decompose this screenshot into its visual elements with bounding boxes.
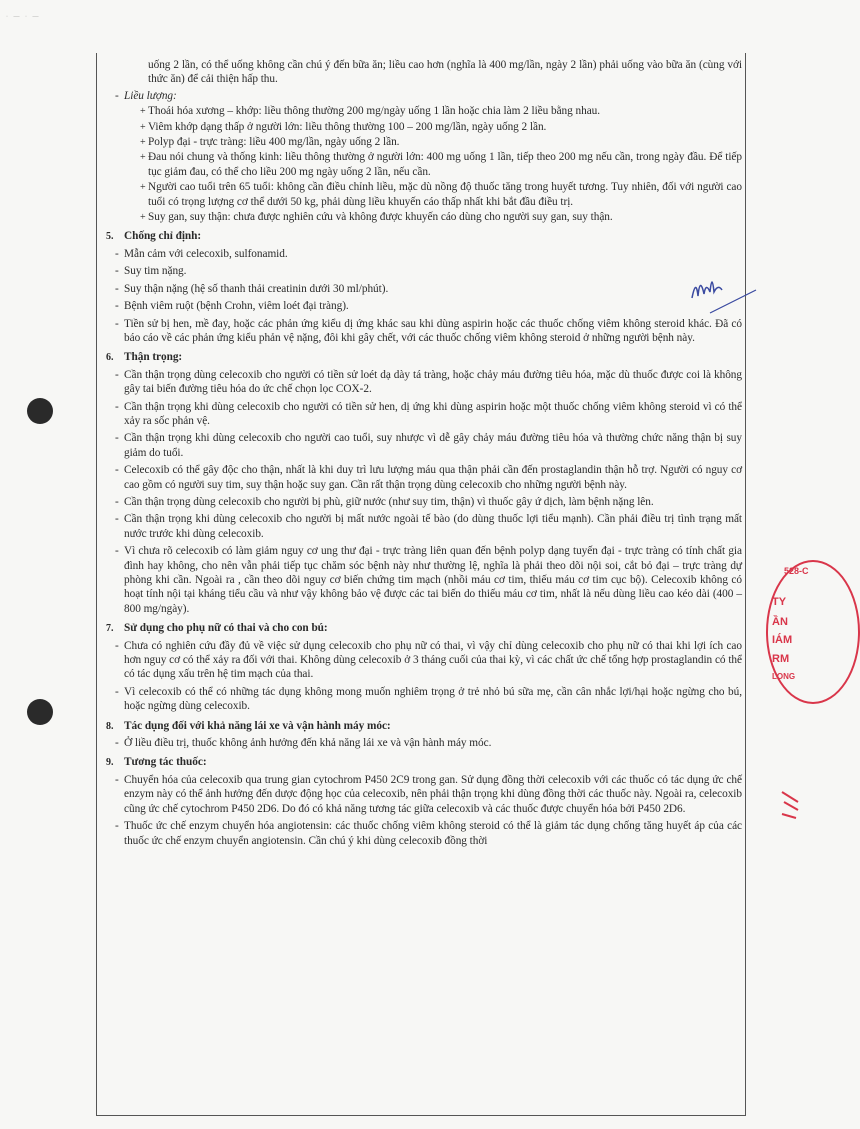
list-item: - Thuốc ức chế enzym chuyển hóa angiotensin: các thuốc chống viêm không steroid có thể là giảm tác dụng chống tăng huyết áp của các thuốc ức chế enzym chuyển angiotensin. Cần chú ý khi dùng celecoxib đồng thời	[106, 819, 742, 848]
dosage-item: + Polyp đại - trực tràng: liều 400 mg/lần, ngày uống 2 lần.	[140, 136, 400, 149]
list-item: - Vì celecoxib có thể có những tác dụng không mong muốn nghiêm trọng ở trẻ nhỏ bú sữa mẹ, cần cân nhắc lợi/hại hoặc ngừng cho bú, hoặc ngừng dùng celecoxib.	[106, 685, 742, 714]
dosage-item: + Thoái hóa xương – khớp: liều thông thường 200 mg/ngày uống 1 lần hoặc chia làm 2 liều bằng nhau.	[140, 105, 601, 118]
dosage-item: + Người cao tuổi trên 65 tuổi: không cần điều chỉnh liều, mặc dù nồng độ thuốc tăng trong huyết tương. Tuy nhiên, đối với người cao tuổi có trọng lượng cơ thể dưới 50 kg, phải dùng liều khuyến cáo thấp nhất khi bắt đầu điều trị.	[140, 181, 742, 208]
intro-paragraph: uống 2 lần, có thể uống không cần chú ý đến bữa ăn; liều cao hơn (nghĩa là 400 mg/lần, ngày 2 lần) phải uống vào bữa ăn (cùng với thức ăn) để cải thiện hấp thu.	[148, 59, 742, 86]
section-heading-interactions: 9. Tương tác thuốc:	[106, 756, 207, 769]
list-item: - Cần thận trọng khi dùng celecoxib cho người bị mất nước ngoài tế bào (do dùng thuốc lợi tiểu mạnh). Cần phải điều trị tình trạng mất nước trước khi dùng celecoxib.	[106, 512, 742, 541]
stamp-text: ẦN	[772, 616, 788, 628]
stamp-text: IÁM	[772, 634, 793, 646]
section-heading-pregnancy: 7. Sử dụng cho phụ nữ có thai và cho con bú:	[106, 622, 328, 635]
dosage-item: + Viêm khớp dạng thấp ở người lớn: liều thông thường 100 – 200 mg/lần, ngày uống 2 lần.	[140, 120, 547, 133]
list-item: - Bệnh viêm ruột (bệnh Crohn, viêm loét đại tràng).	[106, 299, 742, 313]
stamp-ring	[766, 560, 860, 704]
section-heading-precautions: 6. Thận trọng:	[106, 351, 183, 364]
list-item: - Cần thận trọng khi dùng celecoxib cho người cao tuổi, suy nhược vì dễ gây chảy máu đường tiêu hóa và thường chức năng thận bị suy giảm do tuổi.	[106, 431, 742, 460]
list-item: - Mẫn cảm với celecoxib, sulfonamid.	[106, 247, 742, 261]
binder-hole-top	[27, 398, 53, 424]
list-item: - Ở liều điều trị, thuốc không ảnh hưởng đến khả năng lái xe và vận hành máy móc.	[106, 736, 742, 750]
list-item: - Chuyển hóa của celecoxib qua trung gian cytochrom P450 2C9 trong gan. Sử dụng đồng thời celecoxib với các thuốc có tác dụng ức chế enzym này có thể ảnh hưởng đến dược động học của celecoxib, nên phải thận trọng khi dùng đồng thời các thuốc này. Ngoài ra, celecoxib cũng ức chế cytochrom P450 2D6. Do đó có khả năng tương tác giữa celecoxib và các thuốc được chuyển hóa bởi P450 2D6.	[106, 773, 742, 816]
list-item: - Suy tim nặng.	[106, 264, 742, 278]
document-body	[106, 58, 742, 848]
page-corner-mark: · — · —	[6, 14, 41, 20]
list-item: - Suy thận nặng (hệ số thanh thải creatinin dưới 30 ml/phút).	[106, 282, 742, 296]
list-item: - Cần thận trọng dùng celecoxib cho người bị phù, giữ nước (như suy tim, thận) vì thuốc gây ứ dịch, làm bệnh nặng lên.	[106, 495, 742, 509]
stamp-text: LONG	[772, 672, 796, 681]
stamp-text: TY	[772, 596, 787, 608]
dosage-item: + Đau nói chung và thống kinh: liều thông thường ở người lớn: 400 mg uống 1 lần, tiếp theo 200 mg nếu cần, trong ngày đầu. Để tiếp tục giảm đau, có thể cho liều 200 mg ngày uống 2 lần, nếu cần.	[140, 151, 742, 178]
section-heading-contraindications: 5. Chống chỉ định:	[106, 230, 202, 243]
company-stamp	[758, 560, 828, 700]
list-item: - Celecoxib có thể gây độc cho thận, nhất là khi duy trì lưu lượng máu qua thận phải cần đến prostaglandin thận hỗ trợ. Người có nguy cơ cao gồm có người suy tim, suy thận hoặc suy gan. Cần rất thận trọng dùng celecoxib cho những người bệnh này.	[106, 463, 742, 492]
stamp-text: RM	[772, 653, 790, 665]
dosage-label: - Liều lượng:	[106, 89, 742, 103]
list-item: - Chưa có nghiên cứu đầy đủ về việc sử dụng celecoxib cho phụ nữ có thai, vì vậy chỉ dùng celecoxib cho phụ nữ có thai khi lợi ích cao hơn nguy cơ có thể xảy ra đối với thai. Không dùng celecoxib ở 3 tháng cuối của thai kỳ, vì các chất ức chế tổng hợp prostaglandin có thể có tác dụng xấu trên hệ tim mạch của thai.	[106, 639, 742, 682]
dosage-item: + Suy gan, suy thận: chưa được nghiên cứu và không được khuyến cáo dùng cho người suy gan, suy thận.	[140, 211, 613, 224]
section-heading-driving: 8. Tác dụng đối với khả năng lái xe và vận hành máy móc:	[106, 719, 391, 732]
list-item: - Tiền sử bị hen, mề đay, hoặc các phản ứng kiểu dị ứng khác sau khi dùng aspirin hoặc các thuốc chống viêm không steroid khác. Đã có báo cáo về các phản ứng kiểu phản vệ nặng, đôi khi gây chết, với các thuốc chống viêm không steroid ở những người bệnh này.	[106, 317, 742, 346]
red-stamp-fragment	[780, 790, 800, 825]
stamp-number: 528-C	[784, 566, 809, 576]
list-item: - Cần thận trọng khi dùng celecoxib cho người có tiền sử hen, dị ứng khi dùng aspirin hoặc một thuốc chống viêm không steroid vì có thể xảy ra sốc phản vệ.	[106, 400, 742, 429]
list-item: - Cần thận trọng dùng celecoxib cho người có tiền sử loét dạ dày tá tràng, hoặc chảy máu đường tiêu hóa, mặc dù thuốc được coi là không gây tai biến đường tiêu hóa do ức chế chọn lọc COX-2.	[106, 368, 742, 397]
binder-hole-bottom	[27, 699, 53, 725]
list-item: - Vì chưa rõ celecoxib có làm giảm nguy cơ ung thư đại - trực tràng liên quan đến bệnh polyp dạng tuyến đại - trực tràng có tính chất gia đình hay không, cho nên vẫn phải tiếp tục chăm sóc bệnh này như thường lệ, nghĩa là phải theo dõi nội soi, cắt bỏ đại – trực tràng dự phòng khi cần. Ngoài ra , cần theo dõi nguy cơ biến chứng tim mạch (nhồi máu cơ tim, thiếu máu cơ tim cục bộ). Celecoxib không có hoạt tính nội tại kháng tiểu cầu và như vậy không bảo vệ được các tai biến do thiếu máu cơ tim, nhất là nếu dùng liều cao kéo dài (400 – 800 mg/ngày).	[106, 544, 742, 616]
